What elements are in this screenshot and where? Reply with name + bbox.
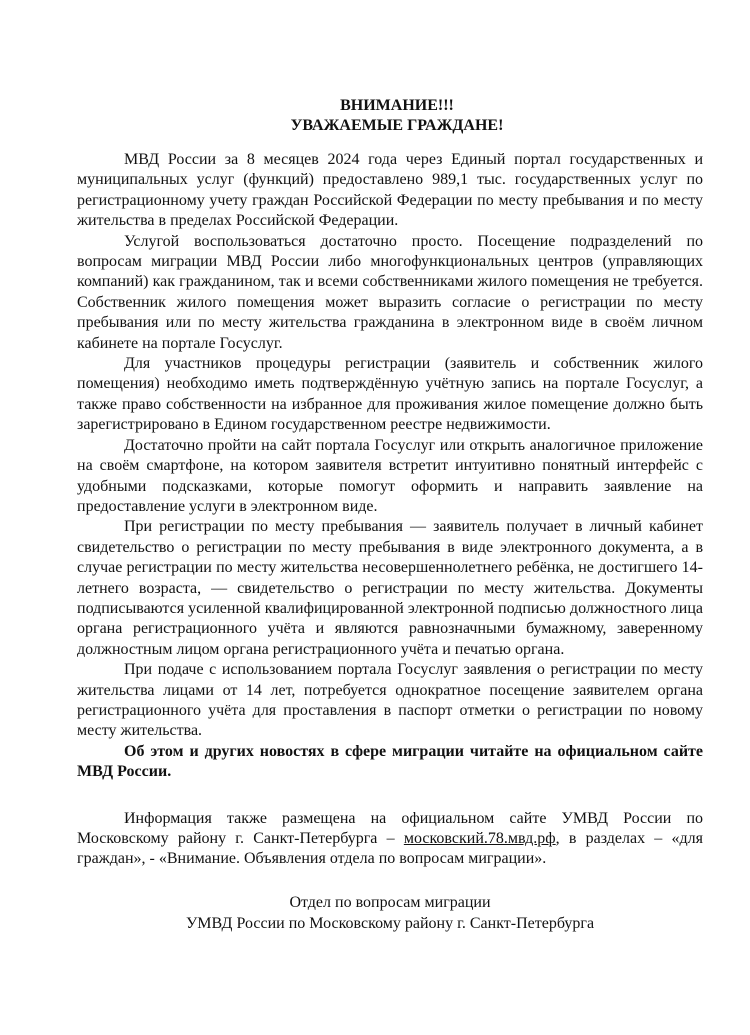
info-text-before-link: Информация также размещена на официальном сайте УМВД России по Московскому району г. Санкт-Петербурга –	[77, 809, 703, 847]
paragraph-passport-visit: При подаче с использованием портала Госуслуг заявления о регистрации по месту жительства лицами от 14 лет, потребуется однократное посещение заявителем органа регистрационного учёта для проставления в паспорт отметки о регистрации по новому месту жительства.	[77, 661, 703, 740]
paragraph-statistics: МВД России за 8 месяцев 2024 года через Единый портал государственных и муниципальных услуг (функций) предоставлено 989,1 тыс. государственных услуг по регистрационному учету граждан Российской Федерации по месту пребывания и по месту жительства в пределах Российской Федерации.	[77, 151, 703, 230]
signature-organization: УМВД России по Московскому району г. Санкт-Петербурга	[185, 914, 595, 932]
website-link[interactable]: московский.78.мвд.рф	[403, 830, 556, 847]
paragraph-highlight: Об этом и других новостях в сфере миграции читайте на официальном сайте МВД России.	[77, 742, 703, 781]
signature-block	[77, 892, 703, 934]
paragraph-info	[77, 809, 703, 870]
paragraph-registration-certificate: При регистрации по месту пребывания — заявитель получает в личный кабинет свидетельство о регистрации по месту пребывания в виде электронного документа, а в случае регистрации по месту жительства несовершеннолетнего ребёнка, не достигшего 14-летнего возраста, — свидетельство о регистрации по месту жительства. Документы подписываются усиленной квалифицированной электронной подписью должностного лица органа регистрационного учёта и являются равнозначными бумажному, заверенному должностным лицом органа регистрационного учёта и печатью органа.	[77, 518, 703, 658]
info-text-after-link: , в разделах – «для граждан», - «Внимание. Объявления отдела по вопросам миграции».	[77, 830, 704, 868]
paragraph-gosuslugi-app: Достаточно пройти на сайт портала Госуслуг или открыть аналогичное приложение на своём смартфоне, на котором заявителя встретит интуитивно понятный интерфейс с удобными подсказками, которые помогут оформить и направить заявление на предоставление услуги в электронном виде.	[77, 436, 703, 515]
signature-department: Отдел по вопросам миграции	[289, 893, 491, 911]
title-attention: ВНИМАНИЕ!!!	[340, 97, 454, 114]
title-dear-citizens: УВАЖАЕМЫЕ ГРАЖДАНЕ!	[290, 117, 504, 134]
paragraph-participants: Для участников процедуры регистрации (заявитель и собственник жилого помещения) необходимо иметь подтверждённую учётную запись на портале Госуслуг, а также право собственности на избранное для проживания жилое помещение должно быть зарегистрировано в Едином государственном реестре недвижимости.	[77, 355, 703, 434]
paragraph-simple-service: Услугой воспользоваться достаточно просто. Посещение подразделений по вопросам миграции МВД России либо многофункциональных центров (управляющих компаний) как гражданином, так и всеми собственниками жилого помещения не требуется. Собственник жилого помещения может выразить согласие о регистрации по месту пребывания или по месту жительства гражданина в электронном виде в своём личном кабинете на портале Госуслуг.	[77, 232, 703, 352]
document-title	[77, 96, 703, 136]
spacer	[77, 783, 703, 809]
document-page	[77, 96, 703, 934]
